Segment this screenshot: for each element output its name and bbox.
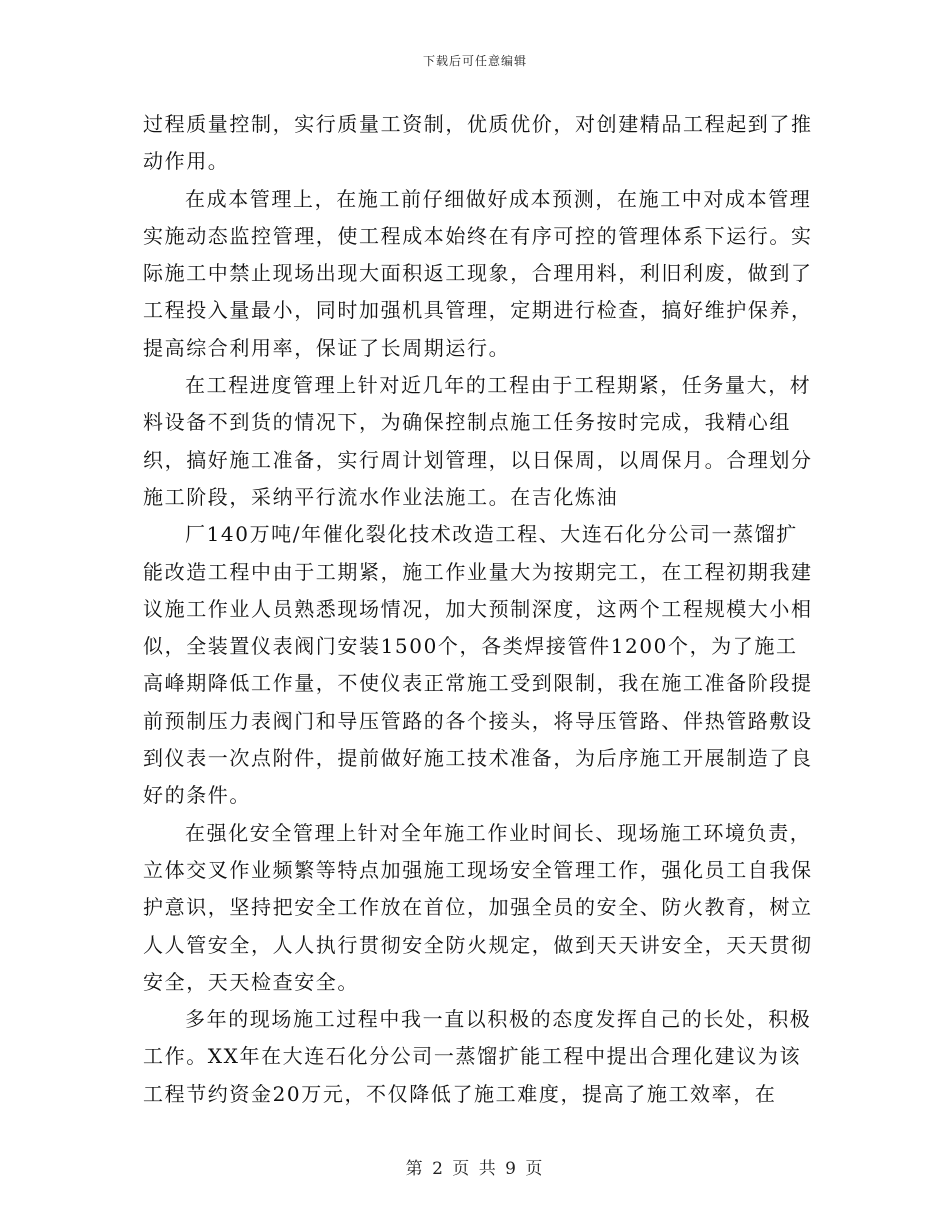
document-body <box>143 106 813 1113</box>
paragraph-quality-continued: 过程质量控制，实行质量工资制，优质优价，对创建精品工程起到了推动作用。 <box>143 112 813 174</box>
paragraph-project-details: 厂140万吨/年催化裂化技术改造工程、大连石化分公司一蒸馏扩能改造工程中由于工期紧，施工作业量大为按期完工，在工程初期我建议施工作业人员熟悉现场情况，加大预制深度，这两个工程规模大小相似，全装置仪表阀门安装1500个，各类焊接管件1200个，为了施工高峰期降低工作量，不使仪表正常施工受到限制，我在施工准备阶段提前预制压力表阀门和导压管路的各个接头，将导压管路、伴热管路敷设到仪表一次点附件，提前做好施工技术准备，为后序施工开展制造了良好的条件。 <box>143 522 813 808</box>
page-number: 第 2 页 共 9 页 <box>405 1159 545 1179</box>
paragraph-schedule-management: 在工程进度管理上针对近几年的工程由于工程期紧，任务量大，材料设备不到货的情况下，为确保控制点施工任务按时完成，我精心组织，搞好施工准备，实行周计划管理，以日保周，以周保月。合理划分施工阶段，采纳平行流水作业法施工。在吉化炼油 <box>143 373 813 509</box>
paragraph-cost-management: 在成本管理上，在施工前仔细做好成本预测，在施工中对成本管理实施动态监控管理，使工程成本始终在有序可控的管理体系下运行。实际施工中禁止现场出现大面积返工现象，合理用料，利旧利废，做到了工程投入量最小，同时加强机具管理，定期进行检查，搞好维护保养，提高综合利用率，保证了长周期运行。 <box>143 186 813 360</box>
paragraph-work-attitude: 多年的现场施工过程中我一直以积极的态度发挥自己的长处，积极工作。XX年在大连石化分公司一蒸馏扩能工程中提出合理化建议为该工程节约资金20万元，不仅降低了施工难度，提高了施工效率，在 <box>143 1007 812 1106</box>
page-header: 下载后可任意编辑 <box>422 54 527 68</box>
paragraph-safety-management: 在强化安全管理上针对全年施工作业时间长、现场施工环境负责，立体交叉作业频繁等特点加强施工现场安全管理工作，强化员工自我保护意识，坚持把安全工作放在首位，加强全员的安全、防火教育，树立人人管安全，人人执行贯彻安全防火规定，做到天天讲安全，天天贯彻安全，天天检查安全。 <box>143 820 813 994</box>
